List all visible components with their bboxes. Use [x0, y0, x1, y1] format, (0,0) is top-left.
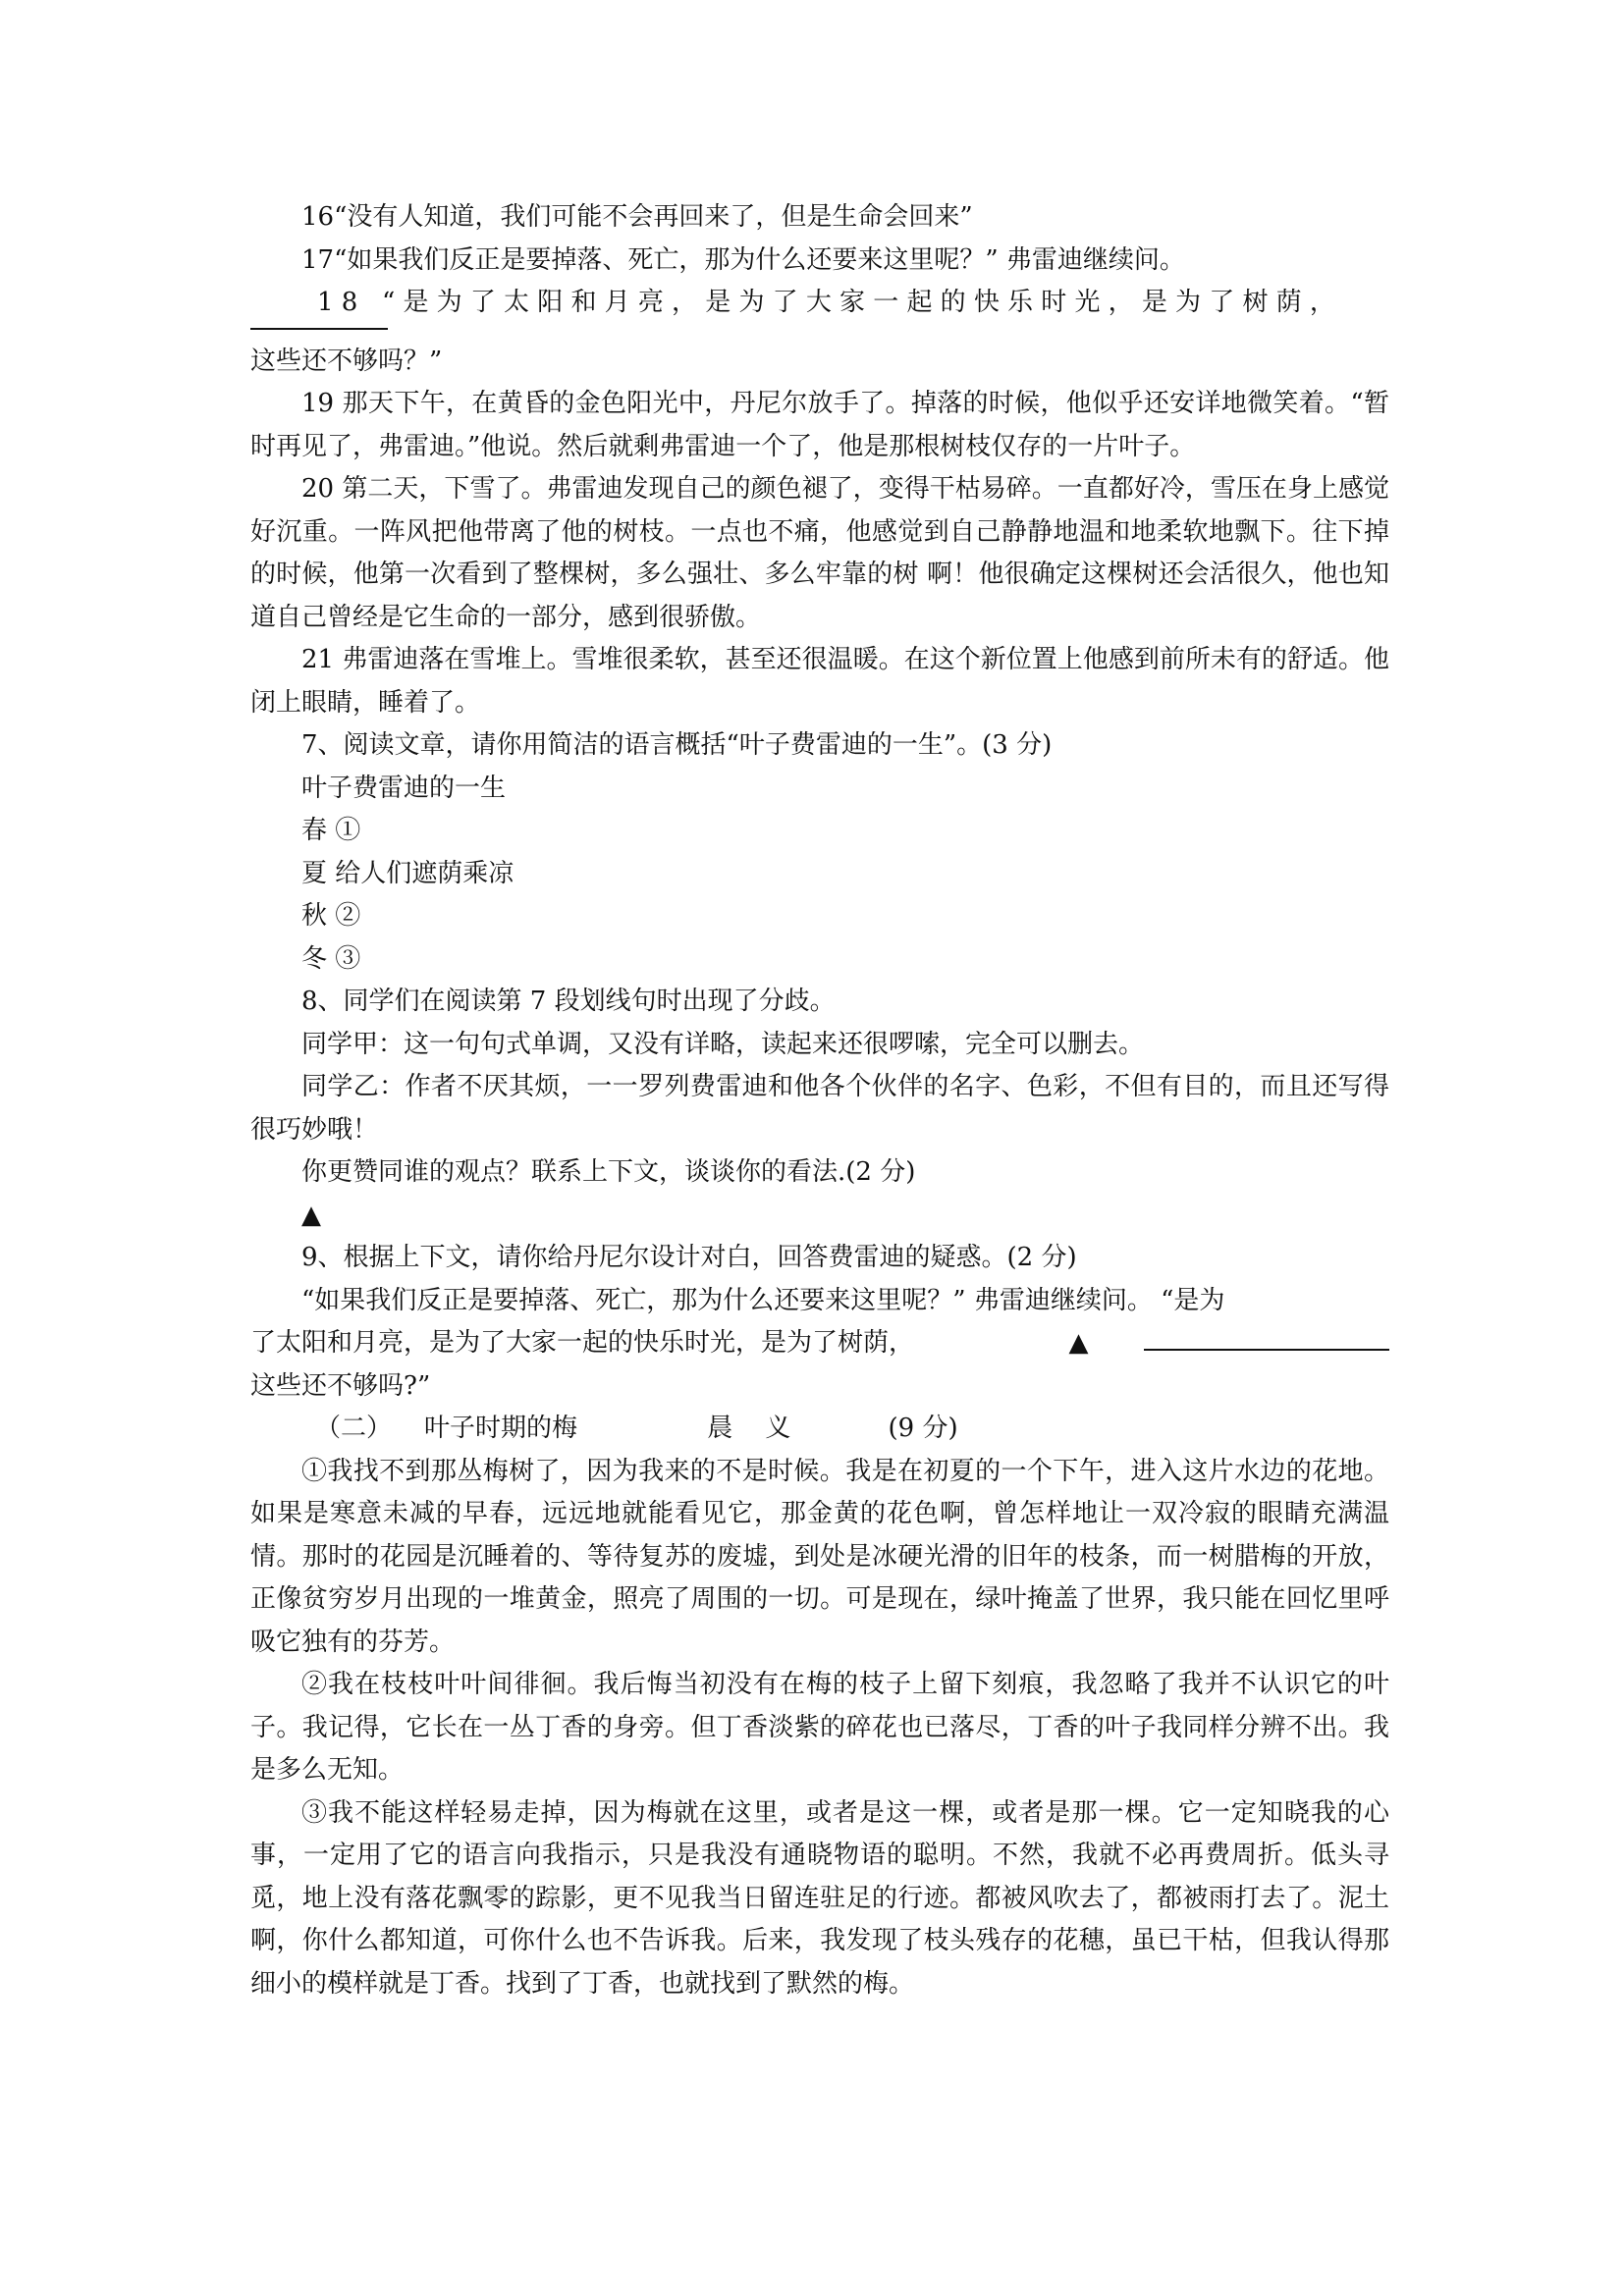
- question-7-autumn: 秋 ②: [301, 901, 361, 931]
- answer-blank-18-row: [250, 325, 1389, 341]
- answer-mark-8: [250, 1195, 1389, 1238]
- question-9-answer-area: [1068, 1322, 1389, 1365]
- question-7-summer: 夏 给人们遮荫乘凉: [301, 858, 514, 888]
- section-2-heading: （二） 叶子时期的梅 晨 义 (9 分): [315, 1414, 958, 1443]
- question-9-dialogue-end: 这些还不够吗?”: [250, 1370, 431, 1401]
- question-7: 7、阅读文章，请你用简洁的语言概括“叶子费雷迪的一生”。(3 分): [301, 730, 1053, 760]
- paragraph-17: 17“如果我们反正是要掉落、死亡，那为什么还要来这里呢？” 弗雷迪继续问。: [301, 244, 1185, 275]
- question-8: 8、同学们在阅读第 7 段划线句时出现了分歧。: [301, 987, 836, 1016]
- question-8-view-b: 同学乙：作者不厌其烦，一一罗列费雷迪和他各个伙伴的名字、色彩，不但有目的，而且还写得很巧妙哦！: [250, 1072, 1389, 1145]
- paragraph-21: 21 弗雷迪落在雪堆上。雪堆很柔软，甚至还很温暖。在这个新位置上他感到前所未有的舒适。他闭上眼睛，睡着了。: [250, 645, 1389, 718]
- question-7-winter: 冬 ③: [301, 943, 361, 974]
- question-7-spring: 春 ①: [301, 816, 361, 845]
- answer-blank-18: [250, 327, 388, 330]
- triangle-icon: ▲: [1068, 1328, 1089, 1358]
- triangle-icon: ▲: [301, 1200, 321, 1230]
- paragraph-18: 18 “是为了太阳和月亮，是为了大家一起的快乐时光，是为了树荫，: [317, 288, 1344, 317]
- text-column: [250, 196, 1389, 2005]
- question-9: 9、根据上下文，请你给丹尼尔设计对白，回答费雷迪的疑惑。(2 分): [301, 1243, 1077, 1272]
- section-2-paragraph-1: ①我找不到那丛梅树了，因为我来的不是时候。我是在初夏的一个下午，进入这片水边的花地。如果是寒意未减的早春，远远地就能看见它，那金黄的花色啊，曾怎样地让一双冷寂的眼睛充满温情。那时的花园是沉睡着的、等待复苏的废墟，到处是冰硬光滑的旧年的枝条，而一树腊梅的开放，正像贫穷岁月出现的一堆黄金，照亮了周围的一切。可是现在，绿叶掩盖了世界，我只能在回忆里呼吸它独有的芬芳。: [250, 1456, 1389, 1657]
- paragraph-19: 19 那天下午，在黄昏的金色阳光中，丹尼尔放手了。掉落的时候，他似乎还安详地微笑着。“暂时再见了，弗雷迪。”他说。然后就剩弗雷迪一个了，他是那根树枝仅存的一片叶子。: [250, 389, 1389, 461]
- section-2-paragraph-3: ③我不能这样轻易走掉，因为梅就在这里，或者是这一棵，或者是那一棵。它一定知晓我的心事，一定用了它的语言向我指示，只是我没有通晓物语的聪明。不然，我就不必再费周折。低头寻觅，地上没有落花飘零的踪影，更不见我当日留连驻足的行迹。都被风吹去了，都被雨打去了。泥土啊，你什么都知道，可你什么也不告诉我。后来，我发现了枝头残存的花穗，虽已干枯，但我认得那细小的模样就是丁香。找到了丁香，也就找到了默然的梅。: [250, 1797, 1389, 1999]
- question-7-title: 叶子费雷迪的一生: [301, 773, 507, 803]
- question-9-dialogue: “如果我们反正是要掉落、死亡，那为什么还要来这里呢？” 弗雷迪继续问。 “是为: [301, 1285, 1225, 1315]
- answer-blank-9: [1144, 1348, 1389, 1351]
- question-9-dialogue-line2: [250, 1322, 1389, 1365]
- question-8-prompt: 你更赞同谁的观点？联系上下文，谈谈你的看法.(2 分): [301, 1157, 916, 1187]
- section-2-paragraph-2: ②我在枝枝叶叶间徘徊。我后悔当初没有在梅的枝子上留下刻痕，我忽略了我并不认识它的叶子。我记得，它长在一丛丁香的身旁。但丁香淡紫的碎花也已落尽，丁香的叶子我同样分辨不出。我是多么无知。: [250, 1670, 1389, 1785]
- question-8-view-a: 同学甲：这一句句式单调，又没有详略，读起来还很啰嗦，完全可以删去。: [301, 1029, 1145, 1059]
- paragraph-16: 16“没有人知道，我们可能不会再回来了，但是生命会回来”: [301, 202, 973, 232]
- question-9-dialogue-text: 了太阳和月亮，是为了大家一起的快乐时光，是为了树荫，: [250, 1328, 915, 1358]
- paragraph-18-end: 这些还不够吗？”: [250, 346, 443, 376]
- paragraph-20: 20 第二天，下雪了。弗雷迪发现自己的颜色褪了，变得干枯易碎。一直都好冷，雪压在身上感觉好沉重。一阵风把他带离了他的树枝。一点也不痛，他感觉到自己静静地温和地柔软地飘下。往下掉的时候，他第一次看到了整棵树，多么强壮、多么牢靠的树 啊！他很确定这棵树还会活很久，他也知道自己曾经是它生命的一部分，感到很骄傲。: [250, 474, 1389, 632]
